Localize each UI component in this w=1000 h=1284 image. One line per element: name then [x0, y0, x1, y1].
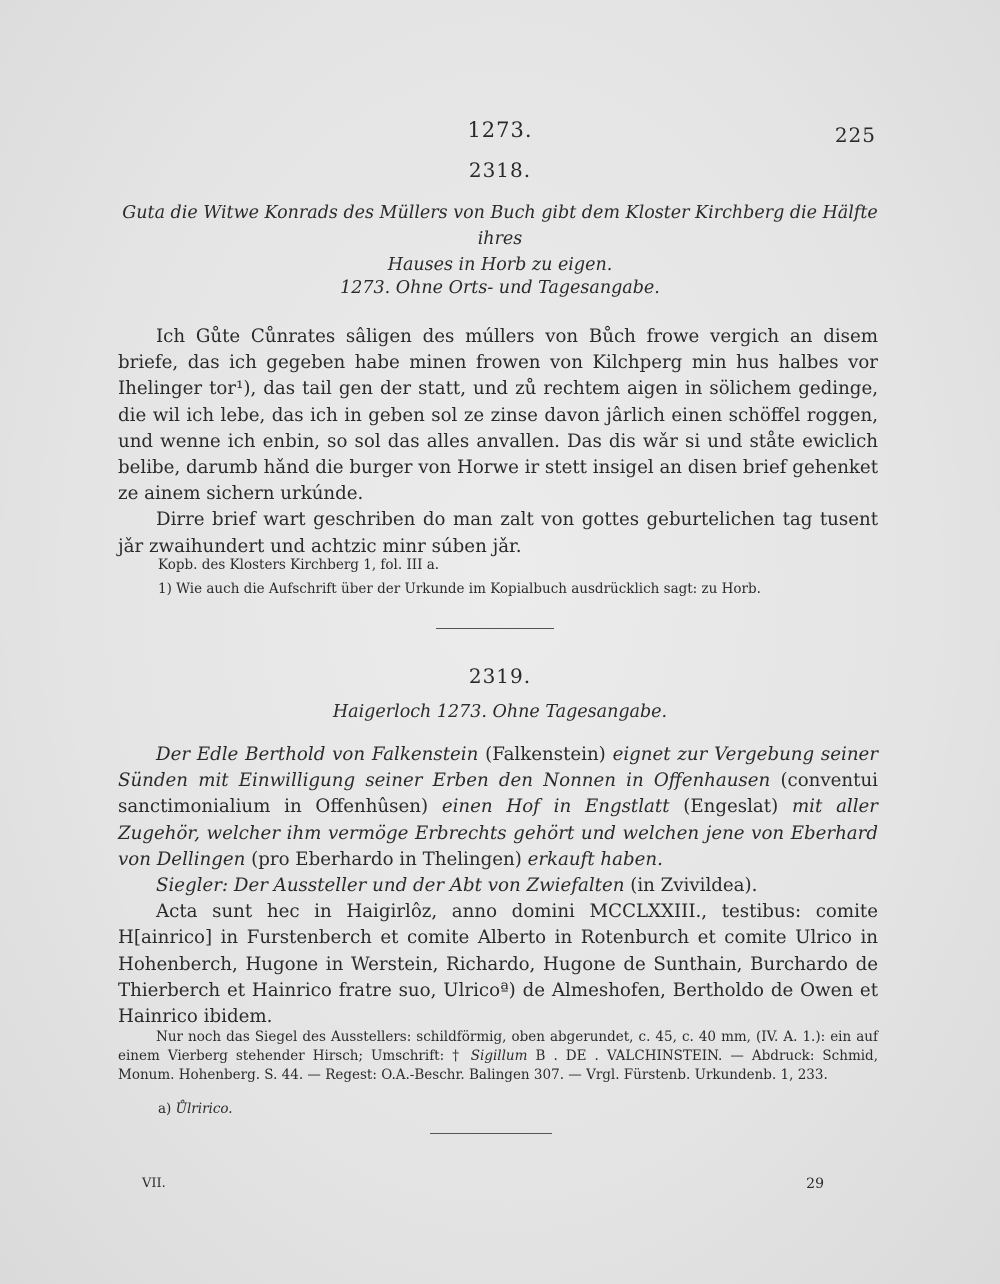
section-divider [436, 628, 554, 629]
footnote-2318: 1) Wie auch die Aufschrift über der Urkunde im Kopialbuch ausdrücklich sagt: zu Horb. [158, 581, 761, 597]
regest-segment: (Falkenstein) [478, 744, 613, 765]
regest-line-1: Guta die Witwe Konrads des Müllers von Buch gibt dem Kloster Kirchberg die Hälfte ihres [122, 203, 878, 249]
charter-paragraph-1: Ich Gůte Cůnrates sâligen des múllers von Bůch frowe vergich an disem briefe, das ich gegeben habe minen frowen von Kilchperg min hus halbes vor Ihelinger tor¹), das tail gen der statt, und zů rechtem aigen in sölichem gedinge, die wil ich lebe, das ich in geben sol ze zinse davon jârlich einen schöffel roggen, und wenne ich enbin, so sol das alles anvallen. Das dis wǎr si und ståte ewiclich belibe, darumb hǎnd die burger von Horwe ir stett insigel an disen brief gehenket ze ainem sichern urkúnde. [118, 326, 878, 505]
siegler-line [118, 873, 878, 899]
seal-note-paragraph [118, 1028, 878, 1085]
seal-note-2319 [118, 1028, 878, 1085]
siegler-segment: Siegler: Der Aussteller und der Abt von Zwiefalten [156, 875, 625, 897]
seal-note-segment: Sigillum [470, 1048, 528, 1064]
seal-note-segment: B . DE . VALCHINSTEIN. — Abdruck: Schmid, Monum. Hohenberg. S. 44. — Regest: O.A.-Beschr. Balingen 307. — Vrgl. Fürstenb. Urkundenb. 1, 233. [118, 1048, 878, 1083]
charter-text-2319: Acta sunt hec in Haigirlôz, anno domini MCCLXXIII., testibus: comite H[ainrico] in Furstenberch et comite Alberto in Rotenburch et comite Ulrico in Hohenberch, Hugone in Werstein, Richardo, Hugone de Sunthain, Burchardo de Thierberch et Hainrico fratre suo, Ulricoª) de Almeshofen, Bertholdo de Owen et Hainrico ibidem. [118, 901, 878, 1028]
running-head-year: 1273. [467, 118, 533, 142]
footnote-label: a) [158, 1101, 176, 1117]
regest-segment: (pro Eberhardo in Thelingen) [245, 848, 528, 870]
regest-segment: eignet zur Vergebung seiner Sünden mit Einwilligung seiner Erben den Nonnen in Offenhausen [118, 744, 879, 792]
seal-note-segment: Nur noch das Siegel des Ausstellers: schildförmig, oben abgerundet, c. 45, c. 40 mm, (IV. A. 1.): ein auf einem Vierberg stehender Hirsch; Umschrift: † [118, 1029, 878, 1064]
footnote-2319 [158, 1100, 878, 1119]
source-note-2318: Kopb. des Klosters Kirchberg 1, fol. III a. [158, 557, 440, 573]
footnote-text: Ůlririco. [175, 1101, 233, 1117]
regest-segment: einen Hof in Engstlatt [441, 796, 670, 818]
section-divider-bottom [430, 1133, 552, 1134]
siegler-segment: (in Zvivildea). [624, 875, 758, 897]
regest-2318 [120, 200, 880, 278]
document-number-2318: 2318. [468, 158, 532, 182]
date-line-2318: 1273. Ohne Orts- und Tagesangabe. [340, 278, 660, 298]
regest-segment: erkauft haben. [527, 848, 663, 870]
signature-mark: VII. [142, 1176, 166, 1191]
charter-paragraph-2: Dirre brief wart geschriben do man zalt von gottes geburtelichen tag tusent jǎr zwaihundert und achtzic minr súben jǎr. [118, 509, 878, 557]
charter-text-2318 [118, 324, 878, 560]
regest-segment: Der Edle Berthold von Falkenstein [156, 744, 479, 765]
document-number-2319: 2319. [468, 664, 532, 688]
regest-paragraph [118, 742, 878, 873]
sheet-number: 29 [806, 1176, 824, 1192]
page-number: 225 [834, 123, 876, 147]
regest-segment: mit aller Zugehör, welcher ihm vermöge Erbrechts gehört und welchen jene von Eberhard von Dellingen [118, 796, 879, 870]
regest-segment: (conventui sanctimonialium in Offenhûsen) [118, 770, 878, 818]
date-line-2319: Haigerloch 1273. Ohne Tagesangabe. [332, 702, 668, 722]
regest-segment: (Engeslat) [669, 796, 792, 818]
regest-line-2: Hauses in Horb zu eigen. [387, 255, 613, 275]
regest-2319 [118, 742, 878, 1030]
